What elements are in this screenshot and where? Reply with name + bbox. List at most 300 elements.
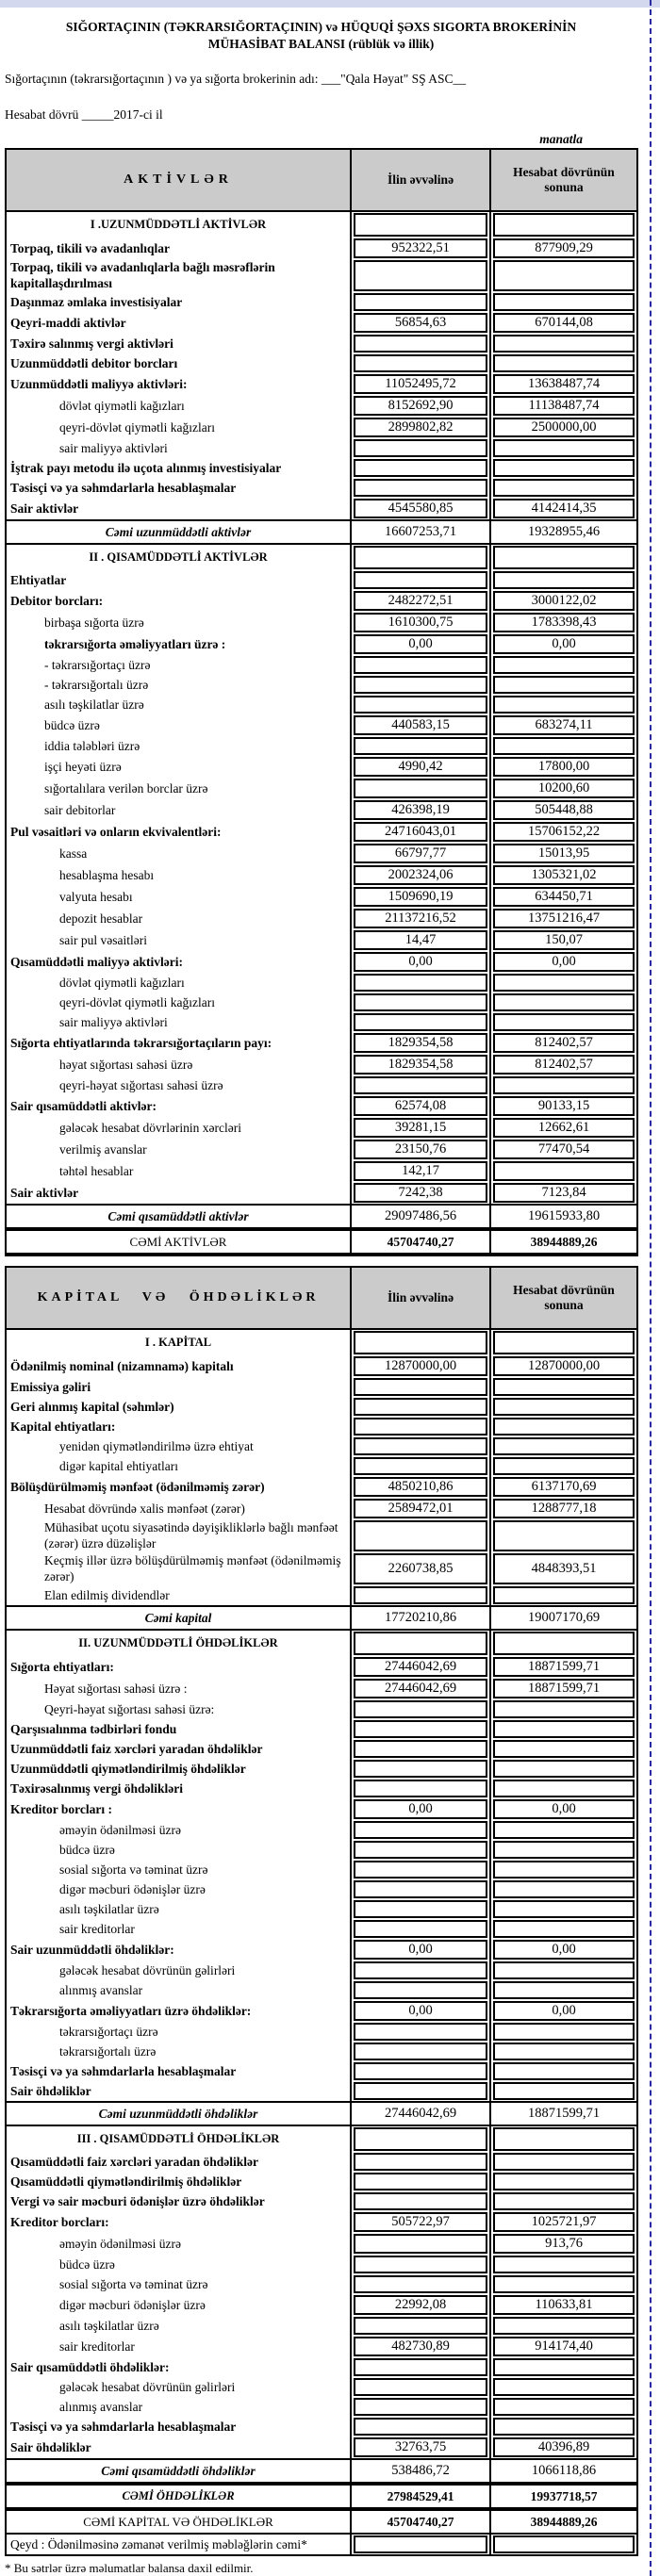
table-row-item (7, 1417, 636, 1436)
table-row-grand (7, 2509, 636, 2535)
value-begin-of-year (354, 2358, 487, 2376)
table-row-section (7, 1631, 636, 1656)
value-end-of-period (493, 1632, 635, 1655)
value-end-of-period: 6137170,69 (493, 1477, 635, 1497)
table-row-section (7, 545, 636, 570)
table-row-total (7, 1605, 636, 1631)
row-label: Elan edilmiş dividendlər (44, 1587, 170, 1602)
value-end-of-period: 110633,81 (493, 2295, 635, 2315)
value-end-of-period (493, 2023, 635, 2041)
value-begin-of-year: 27984529,41 (387, 2488, 454, 2503)
value-end-of-period: 877909,29 (493, 238, 635, 258)
value-begin-of-year (354, 546, 487, 569)
row-label: depozit hesablar (59, 911, 143, 926)
row-label: Sair öhdəliklər (10, 2439, 91, 2454)
row-label: CƏMİ KAPİTAL VƏ ÖHDƏLİKLƏR (83, 2514, 273, 2529)
table-row-item (7, 1678, 636, 1699)
value-end-of-period: 38944889,26 (530, 2514, 598, 2529)
value-begin-of-year (354, 335, 487, 353)
value-end-of-period: 18871599,71 (527, 2106, 601, 2122)
value-begin-of-year: 2002324,06 (354, 865, 487, 885)
row-label: büdcə üzrə (59, 1842, 115, 1857)
value-end-of-period: 13638487,74 (493, 374, 635, 394)
table-row-item (7, 675, 636, 695)
report-period-line: Hesabat dövrü _____2017-ci il (5, 107, 163, 123)
value-end-of-period (493, 1821, 635, 1839)
row-label: II . QISAMÜDDƏTLİ AKTİVLƏR (89, 550, 268, 565)
row-label: Təxirəsalınmış vergi öhdəlikləri (10, 1780, 183, 1796)
value-end-of-period (493, 1457, 635, 1475)
row-label: sosial sığorta və təminat üzrə (59, 1862, 208, 1877)
table-row-item (7, 929, 636, 951)
row-label: Qısamüddətli faiz xərcləri yaradan öhdəliklər (10, 2154, 258, 2169)
row-label: alınmış avanslar (59, 1982, 143, 1997)
value-end-of-period (493, 676, 635, 694)
table-row-item (7, 2255, 636, 2274)
value-begin-of-year: 23150,76 (354, 1140, 487, 1159)
table-row-item (7, 1919, 636, 1939)
value-begin-of-year (354, 2127, 487, 2151)
table-row-section (7, 2126, 636, 2152)
row-label: - təkrarsığortaçı üzrə (44, 657, 151, 672)
row-label: II. UZUNMÜDDƏTLİ ÖHDƏLİKLƏR (78, 1636, 278, 1650)
row-label: Qeyri-həyat sığortası sahəsi üzrə: (44, 1701, 215, 1716)
row-label: alınmış avanslar (59, 2399, 143, 2414)
value-end-of-period: 10200,60 (493, 779, 635, 798)
row-label: sair kreditorlar (59, 2338, 135, 2354)
row-label: iddia tələbləri üzrə (44, 738, 140, 753)
value-begin-of-year: 4990,42 (354, 757, 487, 777)
table-row-item (7, 2377, 636, 2397)
row-label: Təsisçi və ya səhmdarlarla hesablaşmalar (10, 480, 237, 495)
table-row-item (7, 334, 636, 353)
value-begin-of-year (354, 1418, 487, 1436)
row-label: Təsisçi və ya səhmdarlarla hesablaşmalar (10, 2419, 237, 2434)
value-end-of-period: 38944889,26 (530, 1234, 598, 1249)
row-label: Təsisçi və ya səhmdarlarla hesablaşmalar (10, 2063, 237, 2078)
value-begin-of-year: 482730,89 (354, 2337, 487, 2356)
table-row-item (7, 1820, 636, 1840)
row-label: İştrak payı metodu ilə uçota alınmış investisiyalar (10, 460, 282, 475)
value-begin-of-year: 7242,38 (354, 1183, 487, 1203)
value-end-of-period: 812402,57 (493, 1055, 635, 1075)
table-row-item (7, 612, 636, 633)
table-row-item (7, 714, 636, 736)
value-end-of-period (493, 439, 635, 457)
table-row-item (7, 756, 636, 778)
table-row-item (7, 1860, 636, 1879)
value-end-of-period: 683274,11 (493, 715, 635, 735)
value-end-of-period (493, 2535, 635, 2553)
row-label: işçi heyəti üzrə (44, 759, 122, 774)
value-end-of-period: 19937718,57 (530, 2488, 598, 2503)
table-row-item (7, 2211, 636, 2233)
row-label: təkrarsığortaçı üzrə (59, 2024, 158, 2039)
row-label: Qısamüddətli maliyyə aktivləri: (10, 954, 183, 969)
table-row-item (7, 1719, 636, 1739)
value-end-of-period (493, 1013, 635, 1031)
value-end-of-period: 77470,54 (493, 1140, 635, 1159)
table-row-item (7, 973, 636, 993)
value-begin-of-year (354, 2192, 487, 2210)
table-row-item (7, 2061, 636, 2081)
value-end-of-period: 3000122,02 (493, 591, 635, 611)
row-label: Geri alınmış kapital (səhmlər) (10, 1399, 174, 1414)
row-label: Həyat sığortası sahəsi üzrə : (44, 1681, 188, 1696)
assets-header-label: AKTİVLƏR (124, 172, 233, 188)
row-label: dövlət qiymətli kağızları (59, 398, 185, 413)
table-row-item (7, 1355, 636, 1377)
row-label: sair maliyyə aktivləri (59, 440, 168, 455)
table-row-item (7, 1899, 636, 1919)
row-label: Debitor borcları: (10, 593, 104, 608)
row-label: asılı təşkilatlar üzrə (59, 1901, 159, 1916)
value-begin-of-year: 66797,77 (354, 844, 487, 863)
page-break-dashed-line (650, 0, 652, 2576)
value-end-of-period: 40396,89 (493, 2437, 635, 2457)
value-begin-of-year: 45704740,27 (387, 1234, 454, 1249)
value-end-of-period (493, 2317, 635, 2335)
row-label: dövlət qiymətli kağızları (59, 975, 185, 990)
value-begin-of-year (354, 1013, 487, 1031)
value-end-of-period: 1025721,97 (493, 2212, 635, 2232)
table-row-item (7, 951, 636, 973)
row-label: birbaşa sığorta üzrə (44, 615, 144, 630)
document-body (0, 19, 660, 2576)
value-begin-of-year: 56854,63 (354, 313, 487, 333)
table-row-item (7, 498, 636, 519)
table-row-section (7, 212, 636, 238)
value-begin-of-year (354, 1398, 487, 1416)
table-row-item (7, 259, 636, 292)
value-begin-of-year (354, 696, 487, 714)
value-end-of-period: 19328955,46 (527, 524, 601, 540)
row-label: gələcək hesabat dövrünün gəlirləri (59, 1962, 236, 1977)
value-end-of-period (493, 1586, 635, 1604)
col-begin-of-year-header: İlin əvvəlinə (387, 1289, 454, 1304)
value-begin-of-year (354, 2062, 487, 2080)
row-label: gələcək hesabat dövrlərinin xərcləri (59, 1120, 242, 1135)
table-row-item (7, 908, 636, 929)
table-row-item (7, 1436, 636, 1456)
title-line-1: SIĞORTAÇININ (TƏKRARSIĞORTAÇININ) və HÜQUQİ ŞƏXS SIGORTA BROKERİNİN (65, 20, 577, 34)
table-row-item (7, 2152, 636, 2172)
table-row-item (7, 843, 636, 864)
table-row-item (7, 1879, 636, 1899)
row-label: asılı təşkilatlar üzrə (59, 2318, 159, 2333)
value-end-of-period: 0,00 (493, 1940, 635, 1960)
col-end-of-period-header: Hesabat dövrünün sonuna (513, 164, 615, 195)
value-begin-of-year: 426398,19 (354, 800, 487, 820)
value-begin-of-year: 11052495,72 (354, 374, 487, 394)
liabilities-header-label: KAPİTAL VƏ ÖHDƏLİKLƏR (37, 1290, 320, 1305)
row-label: I . KAPİTAL (144, 1336, 212, 1350)
table-row-item (7, 2357, 636, 2377)
row-label: Keçmiş illər üzrə bölüşdürülməmiş mənfəət (ödənilməmiş zərər) (44, 1553, 341, 1583)
row-label: verilmiş avanslar (59, 1141, 147, 1157)
row-label: qeyri-dövlət qiymətli kağızları (59, 419, 215, 435)
value-begin-of-year: 39281,15 (354, 1118, 487, 1138)
table-row-total2 (7, 2484, 636, 2509)
value-end-of-period (493, 1841, 635, 1859)
value-end-of-period: 913,76 (493, 2234, 635, 2254)
value-end-of-period (493, 1861, 635, 1879)
value-end-of-period: 0,00 (493, 1799, 635, 1819)
value-begin-of-year: 8152692,90 (354, 396, 487, 416)
value-end-of-period: 15706152,22 (493, 822, 635, 842)
title-line-2: MÜHASİBAT BALANSI (rüblük və illik) (207, 37, 435, 52)
table-row-item (7, 1456, 636, 1476)
value-end-of-period (493, 1900, 635, 1918)
value-end-of-period: 90133,15 (493, 1096, 635, 1116)
value-end-of-period (493, 2398, 635, 2416)
value-begin-of-year (354, 1632, 487, 1655)
value-begin-of-year: 1610300,75 (354, 613, 487, 632)
row-label: Qeyri-maddi aktivlər (10, 315, 126, 330)
value-end-of-period (493, 1418, 635, 1436)
table-row-item (7, 1095, 636, 1117)
table-row-item (7, 2417, 636, 2437)
value-begin-of-year: 2589472,01 (354, 1499, 487, 1518)
row-label: I .UZUNMÜDDƏTLİ AKTİVLƏR (90, 218, 267, 232)
table-row-item (7, 1519, 636, 1552)
value-end-of-period (493, 1437, 635, 1455)
table-row-item (7, 993, 636, 1012)
value-begin-of-year: 4850210,86 (354, 1477, 487, 1497)
row-label: Uzunmüddətli maliyyə aktivləri: (10, 376, 188, 391)
value-begin-of-year (354, 459, 487, 477)
row-label: sair debitorlar (44, 802, 116, 817)
table-row-item (7, 2000, 636, 2022)
row-label: Qeyd : Ödənilməsinə zəmanət verilmiş məbləğlərin cəmi* (10, 2536, 307, 2551)
row-label: Cəmi kapital (144, 1610, 212, 1625)
value-begin-of-year (354, 1378, 487, 1396)
table-row-item (7, 1939, 636, 1961)
value-begin-of-year: 2899802,82 (354, 418, 487, 437)
table-row-item (7, 1759, 636, 1779)
value-end-of-period (493, 1720, 635, 1738)
row-label: asılı təşkilatlar üzrə (44, 697, 144, 712)
value-begin-of-year (354, 2418, 487, 2436)
row-label: həyat sığortası sahəsi üzrə (59, 1057, 193, 1072)
value-end-of-period: 1783398,43 (493, 613, 635, 632)
row-label: Cəmi qısamüddətli aktivlər (107, 1208, 249, 1223)
value-begin-of-year: 27446042,69 (384, 2106, 457, 2122)
row-label: Ehtiyatlar (10, 572, 67, 587)
table-row-item (7, 799, 636, 821)
table-row-item (7, 778, 636, 799)
table-row-item (7, 2397, 636, 2417)
value-begin-of-year (354, 1780, 487, 1797)
table-row-item (7, 1117, 636, 1139)
row-label: Sair qısamüddətli aktivlər: (10, 1098, 157, 1113)
value-begin-of-year (354, 2535, 487, 2553)
table-row-item (7, 2081, 636, 2101)
row-label: Torpaq, tikili və avadanlıqlarla bağlı məsrəflərin kapitallaşdırılması (10, 260, 275, 290)
table-row-item (7, 1699, 636, 1719)
table-row-item (7, 1498, 636, 1519)
value-begin-of-year (354, 479, 487, 497)
value-end-of-period (493, 2173, 635, 2190)
row-label: sosial sığorta və təminat üzrə (59, 2276, 208, 2291)
value-begin-of-year (354, 2256, 487, 2273)
value-begin-of-year: 1829354,58 (354, 1033, 487, 1053)
liabilities-table-rows (7, 1330, 636, 2554)
table-row-total (7, 1204, 636, 1229)
table-row-item (7, 2437, 636, 2458)
value-begin-of-year (354, 2043, 487, 2060)
value-begin-of-year (354, 2173, 487, 2190)
row-label: yenidən qiymətləndirilmə üzrə ehtiyat (59, 1438, 254, 1453)
table-row-item (7, 292, 636, 312)
value-end-of-period (493, 993, 635, 1011)
table-row-item (7, 1779, 636, 1798)
value-end-of-period (493, 1780, 635, 1797)
table-row-item (7, 633, 636, 655)
row-label: büdcə üzrə (44, 717, 100, 732)
table-row-item (7, 478, 636, 498)
assets-table-rows (7, 212, 636, 1255)
value-end-of-period (493, 2127, 635, 2151)
value-begin-of-year (354, 1520, 487, 1551)
value-begin-of-year: 4545580,85 (354, 499, 487, 518)
row-label: - təkrarsığortalı üzrə (44, 677, 149, 692)
value-end-of-period (493, 2378, 635, 2396)
value-end-of-period (493, 1161, 635, 1181)
row-label: valyuta hesabı (59, 889, 133, 904)
value-end-of-period: 1305321,02 (493, 865, 635, 885)
row-label: Kapital ehtiyatları: (10, 1419, 116, 1434)
value-end-of-period (493, 1520, 635, 1551)
row-label: Uzunmüddətli debitor borcları (10, 355, 178, 370)
table-row-item (7, 1798, 636, 1820)
value-end-of-period (493, 1700, 635, 1718)
table-row-item (7, 1739, 636, 1759)
value-end-of-period: 914174,40 (493, 2337, 635, 2356)
value-begin-of-year: 142,17 (354, 1161, 487, 1181)
row-label: əməyin ödənilməsi üzrə (59, 2236, 181, 2251)
value-begin-of-year (354, 974, 487, 992)
row-label: Kreditor borcları: (10, 2214, 109, 2229)
row-label: CƏMİ AKTİVLƏR (129, 1234, 227, 1249)
value-end-of-period (493, 2082, 635, 2100)
row-label: Sair aktivlər (10, 500, 79, 516)
row-label: sair pul vəsaitləri (59, 932, 147, 947)
value-end-of-period: 18871599,71 (493, 1657, 635, 1677)
value-begin-of-year (354, 1700, 487, 1718)
table-row-item (7, 1840, 636, 1860)
row-label: digər məcburi ödənişlər üzrə (59, 1881, 206, 1896)
value-end-of-period (493, 293, 635, 311)
value-end-of-period (493, 1740, 635, 1758)
row-label: digər kapital ehtiyatları (59, 1458, 178, 1473)
table-row-item (7, 886, 636, 908)
value-end-of-period: 4142414,35 (493, 499, 635, 518)
table-row-item (7, 2172, 636, 2191)
col-begin-of-year-header: İlin əvvəlinə (387, 172, 454, 187)
value-end-of-period: 670144,08 (493, 313, 635, 333)
value-end-of-period: 18871599,71 (493, 1679, 635, 1698)
table-row-item (7, 736, 636, 756)
value-end-of-period (493, 2043, 635, 2060)
value-begin-of-year (354, 2082, 487, 2100)
row-label: Cəmi uzunmüddətli öhdəliklər (98, 2106, 258, 2121)
value-end-of-period: 1066118,86 (531, 2463, 597, 2479)
value-begin-of-year (354, 1880, 487, 1898)
value-end-of-period (493, 1760, 635, 1778)
value-begin-of-year (354, 1720, 487, 1738)
value-end-of-period: 11138487,74 (493, 396, 635, 416)
document-title (5, 19, 637, 53)
row-label: Sair aktivlər (10, 1185, 79, 1200)
value-end-of-period (493, 1961, 635, 1979)
value-begin-of-year (354, 1760, 487, 1778)
row-label: Bölüşdürülməmiş mənfəət (ödənilməmiş zərər) (10, 1479, 265, 1494)
value-begin-of-year (354, 2023, 487, 2041)
value-end-of-period (493, 1378, 635, 1396)
value-begin-of-year (354, 2398, 487, 2416)
value-end-of-period (493, 479, 635, 497)
row-label: təkrarsığortalı üzrə (59, 2043, 157, 2059)
value-end-of-period (493, 2358, 635, 2376)
row-label: Kreditor borcları : (10, 1801, 112, 1816)
value-begin-of-year (354, 1821, 487, 1839)
footnote: * Bu sətrlər üzrə məlumatlar balansa daxil edilmir. (5, 2561, 254, 2576)
value-end-of-period: 19007170,69 (527, 1610, 601, 1626)
table-row-grand (7, 1229, 636, 1255)
value-end-of-period: 12662,61 (493, 1118, 635, 1138)
table-row-item (7, 1182, 636, 1204)
table-row-total (7, 2101, 636, 2126)
row-label: III . QISAMÜDDƏTLİ ÖHDƏLİKLƏR (76, 2132, 280, 2146)
value-begin-of-year: 0,00 (354, 2001, 487, 2021)
row-label: Təkrarsığorta əməliyyatları üzrə öhdəliklər: (10, 2003, 252, 2018)
table-row-total (7, 519, 636, 545)
row-label: Təxirə salınmış vergi aktivləri (10, 336, 173, 351)
table-row-item (7, 1075, 636, 1095)
table-row-item (7, 2294, 636, 2316)
value-end-of-period: 0,00 (493, 2001, 635, 2021)
value-end-of-period (493, 1981, 635, 1999)
value-begin-of-year (354, 1900, 487, 1918)
table-row-item (7, 695, 636, 714)
value-end-of-period (493, 1920, 635, 1938)
row-label: Mühasibat uçotu siyasətində dəyişikliklərlə bağlı mənfəət (zərər) üzrə düzəlişlər (44, 1520, 338, 1551)
value-end-of-period: 0,00 (493, 952, 635, 972)
value-end-of-period: 150,07 (493, 930, 635, 950)
table-row-item (7, 1139, 636, 1160)
value-begin-of-year: 62574,08 (354, 1096, 487, 1116)
table-row-item (7, 1160, 636, 1182)
row-label: sair maliyyə aktivləri (59, 1014, 168, 1029)
value-end-of-period: 2500000,00 (493, 418, 635, 437)
row-label: hesablaşma hesabı (59, 867, 155, 882)
table-row-item (7, 417, 636, 438)
table-row-item (7, 2042, 636, 2061)
value-begin-of-year (354, 1861, 487, 1879)
value-end-of-period (493, 2418, 635, 2436)
table-row-item (7, 821, 636, 843)
assets-table (5, 148, 638, 1256)
table-row-item (7, 1377, 636, 1397)
row-label: Uzunmüddətli qiymətləndirilmiş öhdəliklər (10, 1761, 246, 1776)
value-begin-of-year (354, 354, 487, 372)
value-end-of-period: 0,00 (493, 634, 635, 654)
row-label: Hesabat dövründə xalis mənfəət (zərər) (44, 1501, 245, 1516)
value-end-of-period: 634450,71 (493, 887, 635, 907)
value-begin-of-year (354, 1586, 487, 1604)
value-end-of-period (493, 1076, 635, 1094)
